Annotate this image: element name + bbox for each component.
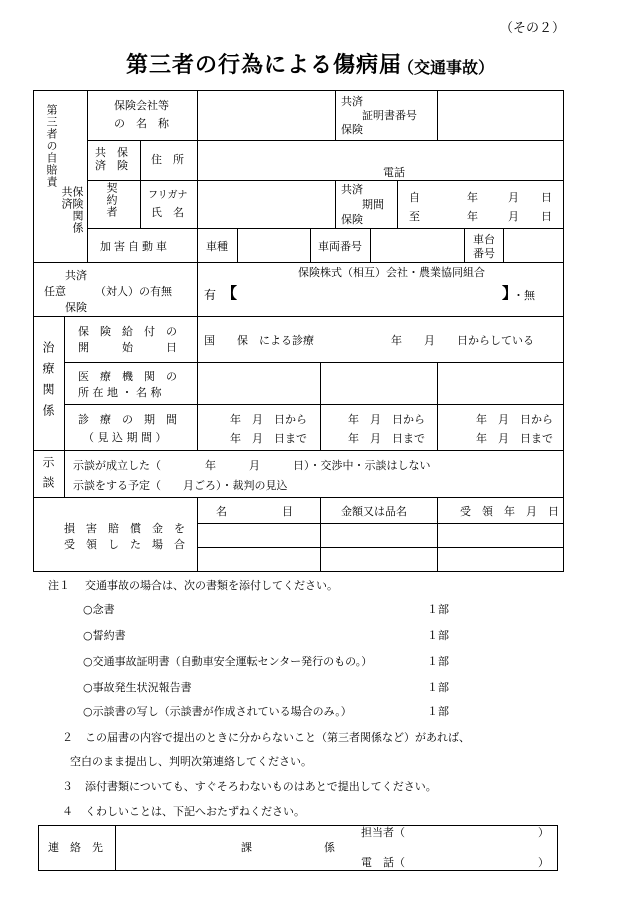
form-subtitle: （交通事故）	[398, 58, 495, 77]
insurer-name-label: 保険会社等	[114, 99, 169, 112]
contact-label: 連 絡 先	[48, 841, 103, 854]
voluntary-hoken: 保険	[65, 301, 87, 314]
benefit-start-label-2: 開 始 日	[78, 341, 177, 354]
note1-label: 注１	[48, 579, 70, 592]
to-month: 月	[508, 210, 519, 223]
cert-hoken: 保険	[341, 123, 363, 136]
vehicle-type-label: 車種	[206, 240, 228, 253]
insurer-name-label-2: の 名 称	[114, 117, 169, 130]
section-label: 課	[241, 841, 252, 854]
attachment-qty: １部	[427, 705, 449, 718]
note3-label: ３	[62, 780, 73, 793]
third-party-label-col1: 第三者の自賠責	[45, 104, 58, 188]
note3-text: 添付書類についても、すぐそろわないものはあとで提出してください。	[85, 780, 437, 793]
col-item: 名 目	[216, 505, 293, 518]
period-hoken: 保険	[341, 213, 363, 226]
period1-to: 年 月 日まで	[230, 432, 307, 445]
settlement-line-2: 示談をする予定（ 月ごろ）・裁判の見込	[73, 479, 288, 492]
period2-to: 年 月 日まで	[348, 432, 425, 445]
bodily-injury-label: （対人）の有無	[95, 285, 172, 298]
has-insurance: 有	[204, 288, 217, 302]
attachment-qty: １部	[427, 603, 449, 616]
close-bracket: 】	[502, 284, 518, 302]
treatment-label: 治療関係	[41, 341, 55, 425]
contractor-label: 契約者	[105, 182, 118, 218]
chassis-label-2: 番号	[473, 247, 495, 260]
page-number: （その２）	[500, 21, 566, 36]
to-year: 年	[467, 210, 478, 223]
settlement-line-1: 示談が成立した（ 年 月 日）・交渉中・示談はしない	[73, 459, 431, 472]
attachment-qty: １部	[427, 655, 449, 668]
voluntary-label: 任意	[44, 285, 66, 298]
phone-label: 電話	[383, 166, 405, 179]
period-label: 期間	[362, 198, 384, 211]
period-to: 至	[409, 210, 420, 223]
period1-from: 年 月 日から	[230, 413, 307, 426]
attachment-item: ○誓約書	[83, 629, 126, 642]
contact-person-label: 担当者（	[361, 826, 405, 839]
from-month: 月	[508, 191, 519, 204]
no-insurance: ・無	[513, 289, 535, 302]
facility-label-1: 医 療 機 関 の	[78, 370, 177, 383]
from-day: 日	[541, 191, 552, 204]
note4-label: ４	[62, 805, 73, 818]
period3-to: 年 月 日まで	[476, 432, 553, 445]
settlement-label: 示談	[41, 456, 55, 496]
attachment-item: ○交通事故証明書（自動車安全運転センター発行のもの。）	[83, 655, 373, 668]
kyosai-hoken-label: 共 保 済 険	[95, 146, 128, 172]
period3-from: 年 月 日から	[476, 413, 553, 426]
offending-vehicle-label: 加害自動車	[100, 240, 170, 253]
voluntary-kyosai: 共済	[65, 269, 87, 282]
attachment-item: ○念書	[83, 603, 115, 616]
contact-phone-close: ）	[538, 856, 549, 869]
col-amount: 金額又は品名	[341, 505, 407, 518]
note1-text: 交通事故の場合は、次の書類を添付してください。	[85, 579, 338, 592]
open-bracket: 【	[222, 284, 238, 302]
col-date: 受 領 年 月 日	[460, 505, 559, 518]
from-year: 年	[467, 191, 478, 204]
contact-phone-label: 電 話（	[361, 856, 405, 869]
note2-label: ２	[62, 731, 73, 744]
period-kyosai: 共済	[341, 183, 363, 196]
cert-kyosai: 共済	[341, 95, 363, 108]
name-label: 氏 名	[151, 206, 184, 219]
benefit-start-text: 国 保 による診療 年 月 日からしている	[204, 334, 534, 347]
damages-label-1: 損 害 賠 償 金 を	[64, 522, 185, 535]
period-from: 自	[409, 191, 420, 204]
insurer-company-text: 保険株式（相互）会社・農業協同組合	[298, 266, 485, 279]
form-title: 第三者の行為による傷病届	[126, 52, 403, 78]
treatment-period-label-1: 診 療 の 期 間	[78, 413, 177, 426]
attachment-item: ○事故発生状況報告書	[83, 681, 192, 694]
furigana-label: フリガナ	[148, 190, 188, 201]
to-day: 日	[541, 210, 552, 223]
vehicle-number-label: 車両番号	[318, 240, 362, 253]
note4-text: くわしいことは、下記へおたずねください。	[85, 805, 305, 818]
chassis-label-1: 車台	[473, 233, 495, 246]
contact-person-close: ）	[538, 826, 549, 839]
note2-text: この届書の内容で提出のときに分からないこと（第三者関係など）があれば、	[85, 731, 470, 744]
benefit-start-label-1: 保 険 給 付 の	[78, 325, 177, 338]
attachment-item: ○示談書の写し（示談書が作成されている場合のみ。）	[83, 705, 352, 718]
attachment-qty: １部	[427, 681, 449, 694]
cert-number-label: 証明書番号	[362, 109, 417, 122]
treatment-period-label-2: （ 見 込 期 間 ）	[83, 431, 167, 444]
damages-label-2: 受 領 し た 場 合	[64, 538, 185, 551]
address-label: 住 所	[151, 153, 184, 166]
attachment-qty: １部	[427, 629, 449, 642]
third-party-label-col3: 保険関係	[71, 186, 84, 234]
note2-text-2: 空白のまま提出し、判明次第連絡してください。	[70, 755, 312, 768]
period2-from: 年 月 日から	[348, 413, 425, 426]
subsection-label: 係	[324, 841, 335, 854]
facility-label-2: 所 在 地 ・ 名 称	[78, 386, 162, 399]
third-party-label-col2: 共済	[60, 186, 73, 210]
